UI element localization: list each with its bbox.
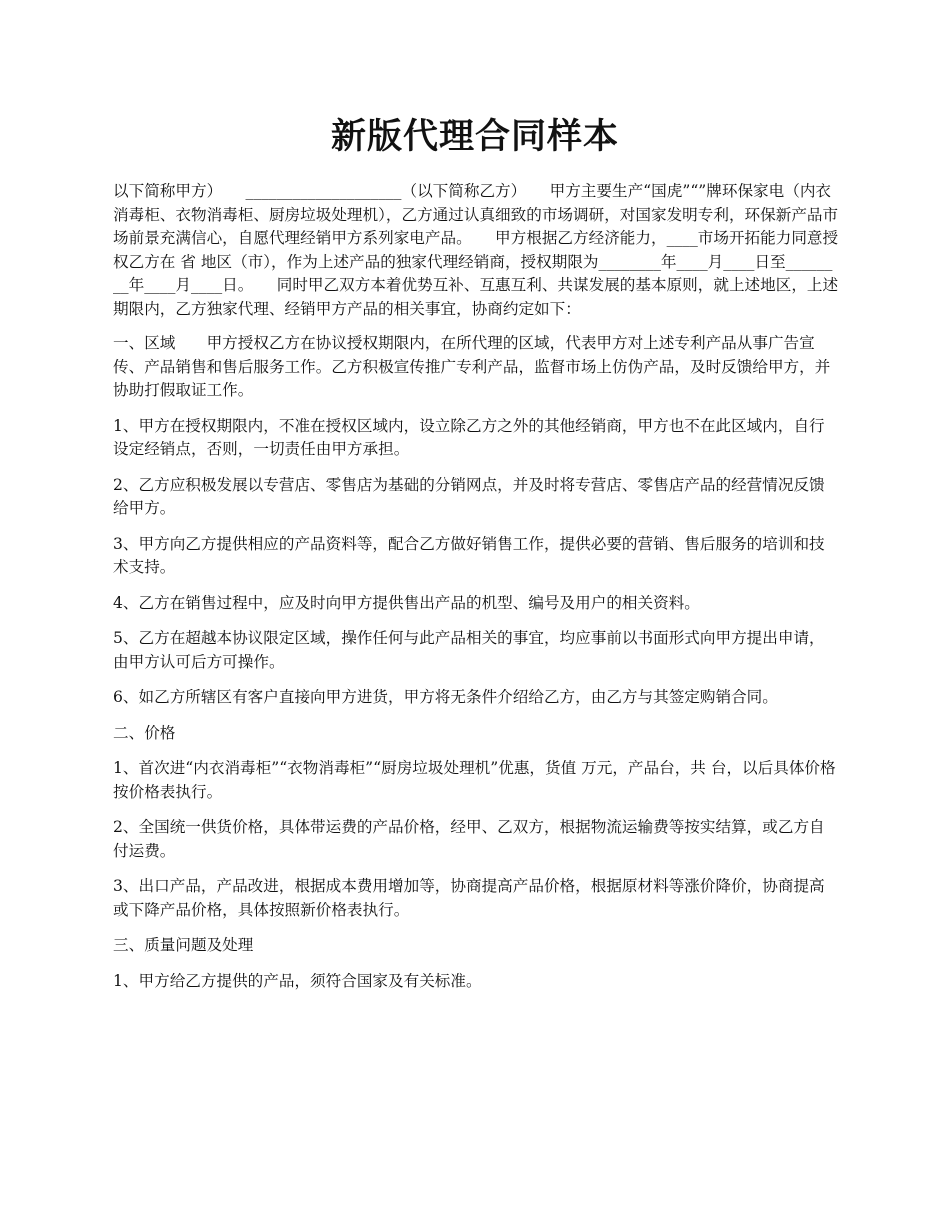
- region-clause-1: 1、甲方在授权期限内，不准在授权区域内，设立除乙方之外的其他经销商，甲方也不在此区域内，自行设定经销点，否则，一切责任由甲方承担。: [113, 416, 825, 458]
- document-body: [113, 180, 840, 1005]
- region-clause-4: 4、乙方在销售过程中，应及时向甲方提供售出产品的机型、编号及用户的相关资料。: [113, 593, 700, 612]
- price-clause-2: 2、全国统一供货价格，具体带运费的产品价格，经甲、乙双方，根据物流运输费等按实结算，或乙方自付运费。: [113, 818, 825, 860]
- price-clause-3: 3、出口产品，产品改进，根据成本费用增加等，协商提高产品价格，根据原材料等涨价降价，协商提高或下降产品价格，具体按照新价格表执行。: [113, 877, 825, 919]
- section-price-heading: 二、价格: [113, 723, 176, 742]
- section-region-paragraph: 一、区域 甲方授权乙方在协议授权期限内，在所代理的区域，代表甲方对上述专利产品从事广告宣传、产品销售和售后服务工作。乙方积极宣传推广专利产品，监督市场上仿伪产品，及时反馈给甲方，并协助打假取证工作。: [113, 334, 831, 399]
- region-clause-2: 2、乙方应积极发展以专营店、零售店为基础的分销网点，并及时将专营店、零售店产品的经营情况反馈给甲方。: [113, 475, 825, 517]
- price-clause-1: 1、首次进“内衣消毒柜”“衣物消毒柜”“厨房垃圾处理机”优惠，货值 万元，产品台，共 台，以后具体价格按价格表执行。: [113, 759, 836, 801]
- region-clause-3: 3、甲方向乙方提供相应的产品资料等，配合乙方做好销售工作，提供必要的营销、售后服务的培训和技术支持。: [113, 534, 825, 576]
- region-clause-6: 6、如乙方所辖区有客户直接向甲方进货，甲方将无条件介绍给乙方，由乙方与其签定购销合同。: [113, 688, 778, 706]
- region-clause-5: 5、乙方在超越本协议限定区域，操作任何与此产品相关的事宜，均应事前以书面形式向甲方提出申请，由甲方认可后方可操作。: [113, 629, 825, 671]
- quality-clause-1: 1、甲方给乙方提供的产品，须符合国家及有关标准。: [113, 971, 482, 990]
- section-quality-heading: 三、质量问题及处理: [113, 936, 254, 954]
- intro-paragraph: 以下简称甲方） ____________________（以下简称乙方） 甲方主要生产“国虎”“”牌环保家电（内衣消毒柜、衣物消毒柜、厨房垃圾处理机），乙方通过认真细致的市场调研，对国家发明专利，环保新产品市场前景充满信心，自愿代理经销甲方系列家电产品。 甲方根据乙方经济能力，____市场开拓能力同意授权乙方在 省 地区（市），作为上述产品的独家代理经销商，授权期限为________年____月____日至________年____月____日。 同时甲乙双方本着优势互补、互惠互利、共谋发展的基本原则，就上述地区，上述期限内，乙方独家代理、经销甲方产品的相关事宜，协商约定如下：: [113, 182, 839, 318]
- document-title: 新版代理合同样本: [330, 117, 619, 157]
